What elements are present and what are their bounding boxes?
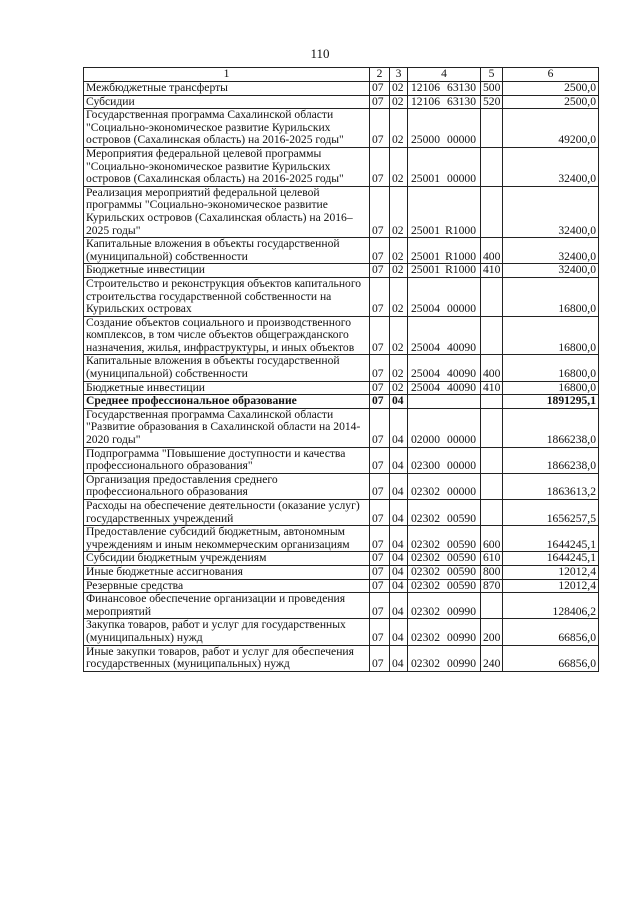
row-target-code: [408, 381, 481, 395]
header-col-4: 4: [408, 68, 481, 82]
row-direction-code: 40090: [447, 367, 476, 381]
row-subsection-code: 04: [390, 408, 408, 447]
row-program-code: 25004: [411, 302, 440, 316]
row-section-code: 07: [370, 565, 390, 579]
row-section-code: 07: [370, 579, 390, 593]
row-direction-code: 00590: [447, 564, 476, 578]
row-target-code: [408, 316, 481, 355]
table-row: [84, 381, 599, 395]
table-row: [84, 264, 599, 278]
table-row: [84, 565, 599, 579]
row-program-code: 02302: [411, 551, 440, 565]
row-expense-type-code: [481, 395, 503, 409]
row-amount: 1863613,2: [503, 473, 599, 499]
table-row: [84, 186, 599, 237]
row-name: Финансовое обеспечение организации и проведения мероприятий: [84, 593, 370, 619]
row-amount: 1891295,1: [503, 395, 599, 409]
row-name: Организация предоставления среднего профессионального образования: [84, 473, 370, 499]
row-expense-type-code: [481, 277, 503, 316]
row-direction-code: 00990: [447, 630, 476, 644]
row-amount: 12012,4: [503, 565, 599, 579]
row-name: Субсидии: [84, 95, 370, 109]
row-amount: 66856,0: [503, 619, 599, 645]
row-program-code: 25001: [411, 223, 440, 237]
table-row: [84, 238, 599, 264]
row-subsection-code: 02: [390, 147, 408, 186]
row-amount: 49200,0: [503, 109, 599, 148]
row-name: Закупка товаров, работ и услуг для государственных (муниципальных) нужд: [84, 619, 370, 645]
table-row: [84, 355, 599, 381]
table-row: [84, 408, 599, 447]
row-subsection-code: 04: [390, 473, 408, 499]
row-subsection-code: 02: [390, 355, 408, 381]
row-subsection-code: 04: [390, 500, 408, 526]
row-expense-type-code: 500: [481, 82, 503, 96]
row-program-code: 25000: [411, 133, 440, 147]
row-program-code: 02302: [411, 485, 440, 499]
table-row: [84, 109, 599, 148]
row-expense-type-code: [481, 147, 503, 186]
header-col-1: 1: [84, 68, 370, 82]
row-program-code: 02302: [411, 604, 440, 618]
table-row: [84, 473, 599, 499]
row-target-code: [408, 264, 481, 278]
row-name: Иные закупки товаров, работ и услуг для обеспечения государственных (муниципальных) нужд: [84, 645, 370, 671]
row-direction-code: R1000: [445, 249, 476, 263]
header-col-5: 5: [481, 68, 503, 82]
row-amount: 1644245,1: [503, 552, 599, 566]
row-subsection-code: 04: [390, 645, 408, 671]
row-subsection-code: 02: [390, 277, 408, 316]
row-program-code: 02302: [411, 511, 440, 525]
row-target-code: [408, 109, 481, 148]
row-name: Расходы на обеспечение деятельности (оказание услуг) государственных учреждений: [84, 500, 370, 526]
row-subsection-code: 04: [390, 395, 408, 409]
row-expense-type-code: 410: [481, 264, 503, 278]
row-target-code: [408, 526, 481, 552]
row-subsection-code: 04: [390, 593, 408, 619]
row-target-code: [408, 95, 481, 109]
row-name: Строительство и реконструкция объектов капитального строительства государственной собственности на Курильских островах: [84, 277, 370, 316]
row-section-code: 07: [370, 109, 390, 148]
row-amount: 16800,0: [503, 355, 599, 381]
row-target-code: [408, 579, 481, 593]
row-section-code: 07: [370, 619, 390, 645]
row-amount: 12012,4: [503, 579, 599, 593]
row-section-code: 07: [370, 395, 390, 409]
row-name: Субсидии бюджетным учреждениям: [84, 552, 370, 566]
row-amount: 1656257,5: [503, 500, 599, 526]
row-amount: 16800,0: [503, 316, 599, 355]
row-expense-type-code: 600: [481, 526, 503, 552]
row-name: Создание объектов социального и производственного комплексов, в том числе объектов общегражданского назначения, жилья, инфраструктуры, и иных объектов: [84, 316, 370, 355]
row-program-code: 12106: [411, 81, 440, 94]
row-subsection-code: 04: [390, 619, 408, 645]
row-direction-code: 00990: [447, 604, 476, 618]
row-subsection-code: 02: [390, 316, 408, 355]
row-program-code: 25001: [411, 172, 440, 186]
row-section-code: 07: [370, 500, 390, 526]
row-target-code: [408, 619, 481, 645]
row-amount: 2500,0: [503, 95, 599, 109]
row-section-code: 07: [370, 447, 390, 473]
row-subsection-code: 02: [390, 82, 408, 96]
row-target-code: [408, 186, 481, 237]
row-direction-code: 00590: [447, 511, 476, 525]
row-target-code: [408, 82, 481, 96]
row-program-code: 25004: [411, 340, 440, 354]
row-direction-code: R1000: [445, 263, 476, 277]
row-name: Резервные средства: [84, 579, 370, 593]
row-target-code: [408, 447, 481, 473]
row-subsection-code: 04: [390, 447, 408, 473]
table-row: [84, 645, 599, 671]
row-direction-code: 00000: [447, 485, 476, 499]
row-program-code: 02302: [411, 537, 440, 551]
row-program-code: 25001: [411, 263, 440, 277]
table-row: [84, 447, 599, 473]
row-direction-code: 00000: [447, 302, 476, 316]
row-section-code: 07: [370, 355, 390, 381]
row-program-code: 25004: [411, 367, 440, 381]
row-program-code: 02302: [411, 578, 440, 592]
row-direction-code: 00590: [447, 551, 476, 565]
table-row: [84, 277, 599, 316]
row-target-code: [408, 565, 481, 579]
row-subsection-code: 02: [390, 95, 408, 109]
row-subsection-code: 02: [390, 109, 408, 148]
row-section-code: 07: [370, 147, 390, 186]
row-amount: 16800,0: [503, 277, 599, 316]
row-amount: 1866238,0: [503, 408, 599, 447]
row-direction-code: 00590: [447, 578, 476, 592]
row-section-code: 07: [370, 277, 390, 316]
row-amount: 16800,0: [503, 381, 599, 395]
row-section-code: 07: [370, 238, 390, 264]
table-row: [84, 95, 599, 109]
row-target-code: [408, 408, 481, 447]
row-expense-type-code: 400: [481, 238, 503, 264]
table-row: [84, 579, 599, 593]
row-direction-code: 63130: [447, 81, 476, 94]
row-target-code: [408, 147, 481, 186]
table-row: [84, 500, 599, 526]
row-expense-type-code: [481, 316, 503, 355]
table-header-row: [84, 68, 599, 82]
table-row: [84, 316, 599, 355]
row-target-code: [408, 473, 481, 499]
row-expense-type-code: [481, 473, 503, 499]
table-row: [84, 619, 599, 645]
row-amount: 32400,0: [503, 147, 599, 186]
header-col-6: 6: [503, 68, 599, 82]
row-direction-code: 40090: [447, 380, 476, 394]
row-name: Мероприятия федеральной целевой программы "Социально-экономическое развитие Курильских островов (Сахалинская область) на 2016-2025 годы": [84, 147, 370, 186]
row-name: Государственная программа Сахалинской области "Социально-экономическое развитие Курильских островов (Сахалинская область) на 2016-2025 годы": [84, 109, 370, 148]
row-expense-type-code: 400: [481, 355, 503, 381]
row-direction-code: 00000: [447, 459, 476, 473]
row-subsection-code: 04: [390, 579, 408, 593]
row-section-code: 07: [370, 82, 390, 96]
row-subsection-code: 04: [390, 526, 408, 552]
row-section-code: 07: [370, 316, 390, 355]
table-row: [84, 82, 599, 96]
row-target-code: [408, 355, 481, 381]
row-expense-type-code: 800: [481, 565, 503, 579]
row-name: Капитальные вложения в объекты государственной (муниципальной) собственности: [84, 238, 370, 264]
row-section-code: 07: [370, 526, 390, 552]
row-name: Подпрограмма "Повышение доступности и качества профессионального образования": [84, 447, 370, 473]
row-expense-type-code: [481, 109, 503, 148]
row-section-code: 07: [370, 552, 390, 566]
table-row: [84, 593, 599, 619]
row-target-code: [408, 552, 481, 566]
row-direction-code: 00000: [447, 433, 476, 447]
row-expense-type-code: 870: [481, 579, 503, 593]
row-subsection-code: 02: [390, 186, 408, 237]
row-direction-code: 63130: [447, 94, 476, 108]
row-section-code: 07: [370, 593, 390, 619]
row-direction-code: 00000: [447, 172, 476, 186]
row-section-code: 07: [370, 408, 390, 447]
row-name: Иные бюджетные ассигнования: [84, 565, 370, 579]
header-col-2: 2: [370, 68, 390, 82]
row-name: Бюджетные инвестиции: [84, 264, 370, 278]
row-expense-type-code: 240: [481, 645, 503, 671]
row-subsection-code: 02: [390, 264, 408, 278]
row-name: Среднее профессиональное образование: [84, 395, 370, 409]
row-expense-type-code: [481, 447, 503, 473]
row-expense-type-code: 200: [481, 619, 503, 645]
row-expense-type-code: 520: [481, 95, 503, 109]
row-name: Межбюджетные трансферты: [84, 82, 370, 96]
row-amount: 128406,2: [503, 593, 599, 619]
row-amount: 1644245,1: [503, 526, 599, 552]
row-name: Капитальные вложения в объекты государственной (муниципальной) собственности: [84, 355, 370, 381]
row-section-code: 07: [370, 186, 390, 237]
row-amount: 32400,0: [503, 264, 599, 278]
row-direction-code: R1000: [445, 223, 476, 237]
row-expense-type-code: [481, 593, 503, 619]
table-row: [84, 526, 599, 552]
row-expense-type-code: [481, 500, 503, 526]
row-amount: 32400,0: [503, 186, 599, 237]
table-row: [84, 147, 599, 186]
row-program-code: 25001: [411, 249, 440, 263]
table-row: [84, 395, 599, 409]
row-section-code: 07: [370, 381, 390, 395]
row-program-code: 02300: [411, 459, 440, 473]
row-name: Предоставление субсидий бюджетным, автономным учреждениям и иным некоммерческим организациям: [84, 526, 370, 552]
row-direction-code: 00000: [447, 133, 476, 147]
row-section-code: 07: [370, 473, 390, 499]
row-direction-code: 00990: [447, 657, 476, 671]
header-col-3: 3: [390, 68, 408, 82]
budget-table: [83, 67, 599, 672]
row-subsection-code: 04: [390, 552, 408, 566]
row-name: Бюджетные инвестиции: [84, 381, 370, 395]
row-program-code: 12106: [411, 94, 440, 108]
table-row: [84, 552, 599, 566]
row-target-code: [408, 277, 481, 316]
row-expense-type-code: 410: [481, 381, 503, 395]
row-expense-type-code: [481, 408, 503, 447]
row-amount: 32400,0: [503, 238, 599, 264]
row-program-code: 02302: [411, 630, 440, 644]
row-program-code: 25004: [411, 380, 440, 394]
row-target-code: [408, 645, 481, 671]
row-program-code: 02302: [411, 564, 440, 578]
row-amount: 66856,0: [503, 645, 599, 671]
row-target-code: [408, 593, 481, 619]
row-section-code: 07: [370, 264, 390, 278]
row-amount: 1866238,0: [503, 447, 599, 473]
row-expense-type-code: 610: [481, 552, 503, 566]
row-section-code: 07: [370, 95, 390, 109]
row-subsection-code: 02: [390, 381, 408, 395]
row-amount: 2500,0: [503, 82, 599, 96]
page-number: 110: [310, 46, 330, 61]
row-target-code: [408, 238, 481, 264]
row-direction-code: 00590: [447, 537, 476, 551]
row-target-code: [408, 500, 481, 526]
row-expense-type-code: [481, 186, 503, 237]
row-subsection-code: 02: [390, 238, 408, 264]
row-section-code: 07: [370, 645, 390, 671]
row-program-code: 02302: [411, 657, 440, 671]
row-subsection-code: 04: [390, 565, 408, 579]
row-target-code: [408, 395, 481, 409]
row-name: Реализация мероприятий федеральной целевой программы "Социально-экономическое развитие Курильских островов (Сахалинская область) на 2016–2025 годы": [84, 186, 370, 237]
row-direction-code: 40090: [447, 340, 476, 354]
row-name: Государственная программа Сахалинской области "Развитие образования в Сахалинской области на 2014-2020 годы": [84, 408, 370, 447]
row-program-code: 02000: [411, 433, 440, 447]
